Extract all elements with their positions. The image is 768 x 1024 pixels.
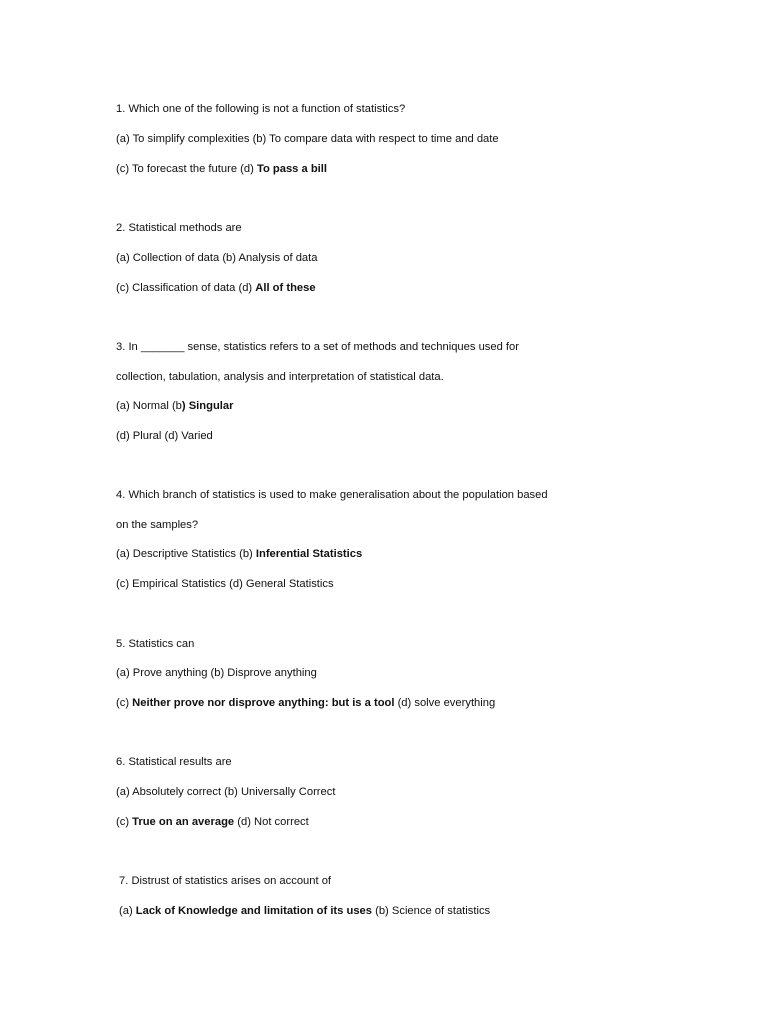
q4-stem-line2: on the samples?: [116, 519, 199, 531]
q5-stem: 5. Statistics can: [116, 638, 195, 650]
correct-answer: Lack of Knowledge and limitation of its uses: [135, 905, 372, 917]
q6-options-cd: [116, 815, 309, 829]
q7-stem: 7. Distrust of statistics arises on account of: [119, 875, 332, 887]
q3-options-ab: [116, 399, 233, 413]
option-text: (a) Descriptive Statistics (b): [116, 548, 256, 560]
correct-answer: Neither prove nor disprove anything: but is a tool: [132, 697, 395, 709]
q2-stem: 2. Statistical methods are: [116, 222, 242, 234]
q4-options-cd: (c) Empirical Statistics (d) General Statistics: [116, 578, 334, 590]
q1-options-ab: (a) To simplify complexities (b) To compare data with respect to time and date: [116, 133, 499, 145]
correct-answer: True on an average: [132, 816, 235, 828]
q6-stem: 6. Statistical results are: [116, 756, 232, 768]
option-text: (b) Science of statistics: [372, 905, 491, 917]
q3-options-cd: (d) Plural (d) Varied: [116, 430, 213, 442]
q2-options-ab: (a) Collection of data (b) Analysis of data: [116, 252, 318, 264]
q2-options-cd: [116, 281, 316, 295]
option-text: (c): [116, 697, 133, 709]
q5-options-ab: (a) Prove anything (b) Disprove anything: [116, 667, 317, 679]
correct-answer: To pass a bill: [256, 163, 327, 175]
option-text: (d) Not correct: [234, 816, 309, 828]
q3-stem-line2: collection, tabulation, analysis and interpretation of statistical data.: [116, 371, 444, 383]
q5-options-cd: [116, 696, 495, 710]
q4-options-ab: [116, 547, 362, 561]
q1-stem: 1. Which one of the following is not a function of statistics?: [116, 103, 406, 115]
option-text: (d) solve everything: [394, 697, 496, 709]
q6-options-ab: (a) Absolutely correct (b) Universally Correct: [116, 786, 336, 798]
option-text: (a): [119, 905, 136, 917]
option-text: (c) To forecast the future (d): [116, 163, 257, 175]
q4-stem-line1: 4. Which branch of statistics is used to make generalisation about the population based: [116, 489, 548, 501]
correct-answer: Inferential Statistics: [255, 548, 363, 560]
q3-stem-line1: 3. In _______ sense, statistics refers to a set of methods and techniques used for: [116, 341, 519, 353]
option-text: (a) Normal (b: [116, 400, 182, 412]
option-text: (c) Classification of data (d): [116, 282, 256, 294]
correct-answer: All of these: [255, 282, 316, 294]
correct-answer: ) Singular: [181, 400, 234, 412]
q7-options-ab: [119, 904, 490, 918]
option-text: (c): [116, 816, 133, 828]
q1-options-cd: [116, 162, 327, 176]
